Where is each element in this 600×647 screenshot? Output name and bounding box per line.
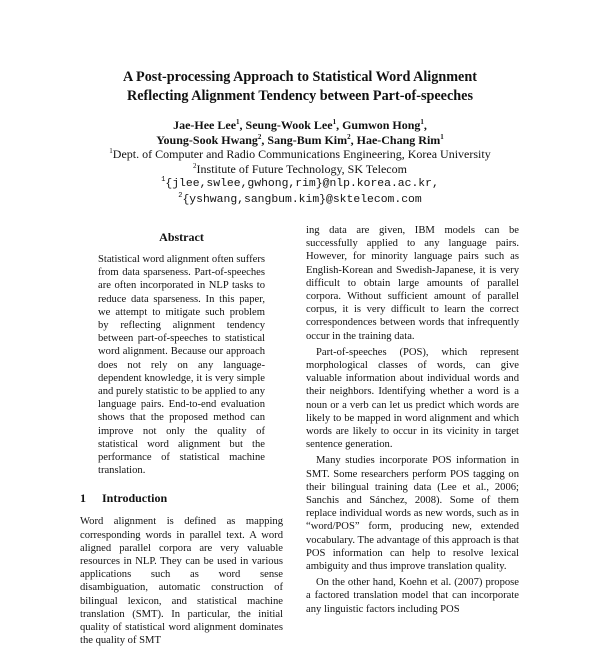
author-affil-mark: 1 — [236, 118, 240, 126]
affil-mark: 2 — [193, 161, 197, 170]
author-affil-mark: 1 — [440, 132, 444, 141]
paper-title — [40, 68, 560, 106]
title-line-2: Reflecting Alignment Tendency between Part-of-speeches — [127, 88, 473, 104]
author-affil-mark: 2 — [347, 132, 351, 141]
author-line-2: Young-Sook Hwang$^2$, Sang-Bum Kim$^2$, Hae-Chang Rim$^1$ — [156, 132, 444, 147]
email-text: {jlee,swlee,gwhong,rim}@nlp.korea.ac.kr, — [165, 178, 439, 190]
author-name: Gumwon Hong — [342, 118, 421, 132]
email-mark: 1 — [161, 176, 166, 185]
left-column — [80, 230, 283, 647]
intro-paragraph-1: Word alignment is defined as mapping corresponding words in parallel text. A word aligned parallel corpora are very valuable resources in NLP. They can be used in various applications such as word sense disambiguation, automatic construction of bilingual lexicon, and statistical machine translation (SMT). In particular, the initial quality of statistical word alignment dominates the quality of SMT — [80, 516, 283, 647]
abstract-text: Statistical word alignment often suffers from data sparseness. Part-of-speeches are often incorporated in NLP tasks to reduce data sparseness. In this paper, we attempt to mitigate such problem by reflecting alignment tendency between part-of-speeches to statistical word alignment. Because our approach does not rely on any language-dependent knowledge, it is very simple and purely statistic to be applied to any language pairs. End-to-end evaluation shows that the proposed method can improve not only the quality of statistical word alignment but the performance of statistical machine translation. — [98, 254, 265, 477]
email-1 — [40, 176, 560, 192]
author-line-1: Jae-Hee Lee$^1$, Seung-Wook Lee$^1$, Gumwon Hong$^1$, — [173, 118, 427, 132]
author-name: Young-Sook Hwang — [156, 132, 258, 147]
author-name: Sang-Bum Kim — [267, 132, 348, 147]
author-affil-mark: 1 — [420, 118, 424, 126]
author-name: Jae-Hee Lee — [173, 118, 237, 132]
email-text: {yshwang,sangbum.kim}@sktelecom.com — [182, 194, 422, 206]
title-line-1: A Post-processing Approach to Statistical Word Alignment — [123, 69, 477, 85]
right-paragraph-4: On the other hand, Koehn et al. (2007) propose a factored translation model that can incorporate any linguistic factors including POS — [306, 577, 519, 615]
email-2 — [40, 192, 560, 208]
email-list — [40, 176, 560, 208]
affiliation-2 — [40, 162, 560, 177]
right-paragraph-1: ing data are given, IBM models can be successfully applied to any language pairs. However, for minority language pairs such as English-Korean and Swedish-Japanese, it is very difficult to obtain large amounts of parallel corpora. Without sufficient amount of parallel corpus, it is very difficult to learn the correct correspondences between words that infrequently occur in the training data. — [306, 225, 519, 342]
affiliation-text: Institute of Future Technology, SK Telecom — [196, 161, 407, 176]
affiliations — [40, 147, 560, 176]
email-mark: 2 — [178, 192, 183, 201]
author-list — [40, 118, 560, 147]
abstract-heading: Abstract — [159, 230, 204, 244]
author-name: Hae-Chang Rim — [356, 132, 441, 147]
section-heading-introduction — [80, 491, 283, 506]
author-affil-mark: 2 — [257, 132, 262, 141]
right-column — [306, 224, 519, 616]
section-number: 1 — [80, 491, 86, 506]
affiliation-1 — [40, 147, 560, 162]
affil-mark: 1 — [109, 147, 113, 155]
right-paragraph-3: Many studies incorporate POS information in SMT. Some researchers perform POS tagging on their bilingual training data (Lee et al., 2006; Sanchis and Sánchez, 2008). Some of them replace individual words as new words, such as in “word/POS” form, producing new, extended vocabulary. The advantage of this approach is that POS information can help to resolve lexical ambiguity and thus improve translation quality. — [306, 455, 519, 573]
author-name: Seung-Wook Lee — [245, 118, 333, 132]
affiliation-text: Dept. of Computer and Radio Communications Engineering, Korea University — [112, 147, 491, 161]
right-paragraph-2: Part-of-speeches (POS), which represent morphological classes of words, can give valuable information about individual words and their neighbors. Identifying whether a word is a noun or a verb can let us predict which words are likely to be mapped in word alignment and which words are likely to occur in its vicinity in target sentence generation. — [306, 346, 519, 451]
author-affil-mark: 1 — [332, 118, 337, 126]
section-title: Introduction — [102, 491, 168, 506]
